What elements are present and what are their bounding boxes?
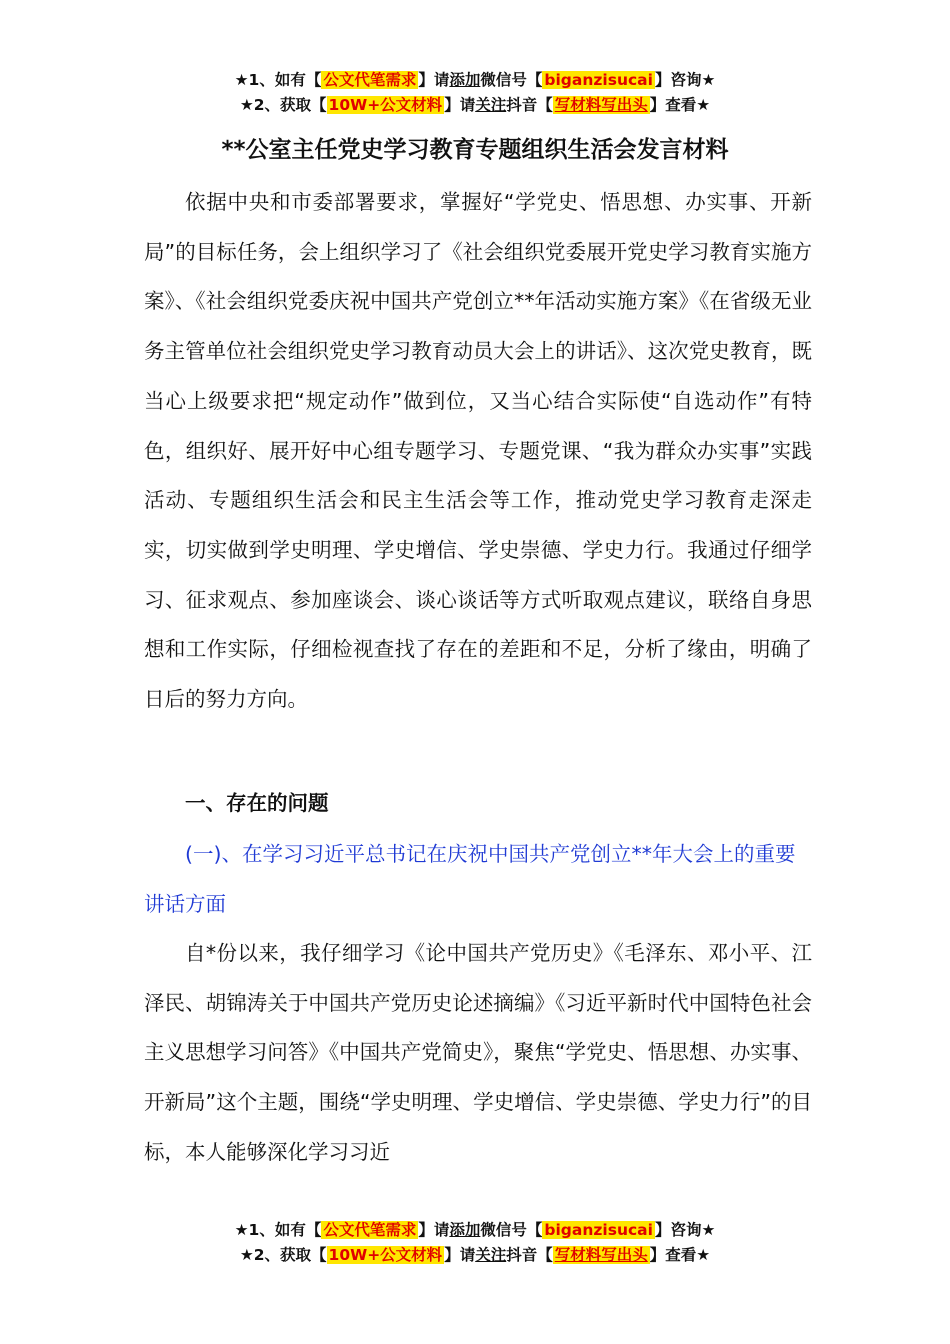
promo-header [0, 68, 950, 118]
section-heading: 一、存在的问题 [185, 791, 329, 815]
promo-text: 】查看★ [649, 1246, 711, 1264]
document-title: **公室主任党史学习教育专题组织生活会发言材料 [221, 137, 729, 163]
promo-text: 】请 [418, 1221, 450, 1239]
promo-highlight: 10W+公文材料 [328, 96, 443, 114]
promo-underlined: 添加 [449, 1221, 481, 1239]
promo-underlined: 关注 [475, 1246, 507, 1264]
promo-text: 微信号【 [480, 1221, 543, 1239]
promo-line-1 [0, 1218, 950, 1243]
promo-text: ★1、如有【 [234, 1221, 322, 1239]
promo-highlight: 10W+公文材料 [328, 1246, 443, 1264]
promo-text: 】查看★ [649, 96, 711, 114]
promo-douyin-name: 写材料写出头 [554, 96, 648, 114]
body-paragraph: 自*份以来，我仔细学习《论中国共产党历史》《毛泽东、邓小平、江泽民、胡锦涛关于中国共产党历史论述摘编》《习近平新时代中国特色社会主义思想学习问答》《中国共产党简史》，聚焦“学党史、悟思想、办实事、开新局”这个主题，围绕“学史明理、学史增信、学史崇德、学史力行”的目标，本人能够深化学习习近 [144, 941, 812, 1164]
promo-text: 】请 [444, 1246, 476, 1264]
promo-wechat-id: biganzisucai [544, 71, 653, 89]
promo-text: 抖音【 [506, 96, 553, 114]
promo-text: 】咨询★ [654, 71, 716, 89]
promo-highlight: 公文代笔需求 [323, 1221, 417, 1239]
promo-text: 抖音【 [506, 1246, 553, 1264]
promo-text: 】请 [444, 96, 476, 114]
promo-line-2 [0, 93, 950, 118]
promo-footer [0, 1218, 950, 1268]
promo-underlined: 关注 [475, 96, 507, 114]
promo-line-2 [0, 1243, 950, 1268]
promo-line-1 [0, 68, 950, 93]
promo-text: ★2、获取【 [239, 96, 327, 114]
promo-text: 】请 [418, 71, 450, 89]
intro-paragraph: 依据中央和市委部署要求，掌握好“学党史、悟思想、办实事、开新局”的目标任务，会上组织学习了《社会组织党委展开党史学习教育实施方案》、《社会组织党委庆祝中国共产党创立**年活动实施方案》《在省级无业务主管单位社会组织党史学习教育动员大会上的讲话》、这次党史教育，既当心上级要求把“规定动作”做到位，又当心结合实际使“自选动作”有特色，组织好、展开好中心组专题学习、专题党课、“我为群众办实事”实践活动、专题组织生活会和民主生活会等工作，推动党史学习教育走深走实，切实做到学史明理、学史增信、学史崇德、学史力行。我通过仔细学习、征求观点、参加座谈会、谈心谈话等方式听取观点建议，联络自身思想和工作实际，仔细检视查找了存在的差距和不足，分析了缘由，明确了日后的努力方向。 [144, 190, 812, 712]
promo-underlined: 添加 [449, 71, 481, 89]
promo-text: 微信号【 [480, 71, 543, 89]
promo-text: 】咨询★ [654, 1221, 716, 1239]
promo-wechat-id: biganzisucai [544, 1221, 653, 1239]
promo-douyin-name: 写材料写出头 [554, 1246, 648, 1264]
promo-text: ★2、获取【 [239, 1246, 327, 1264]
subsection-heading: (一)、在学习习近平总书记在庆祝中国共产党创立**年大会上的重要讲话方面 [144, 842, 796, 916]
promo-highlight: 公文代笔需求 [323, 71, 417, 89]
promo-text: ★1、如有【 [234, 71, 322, 89]
